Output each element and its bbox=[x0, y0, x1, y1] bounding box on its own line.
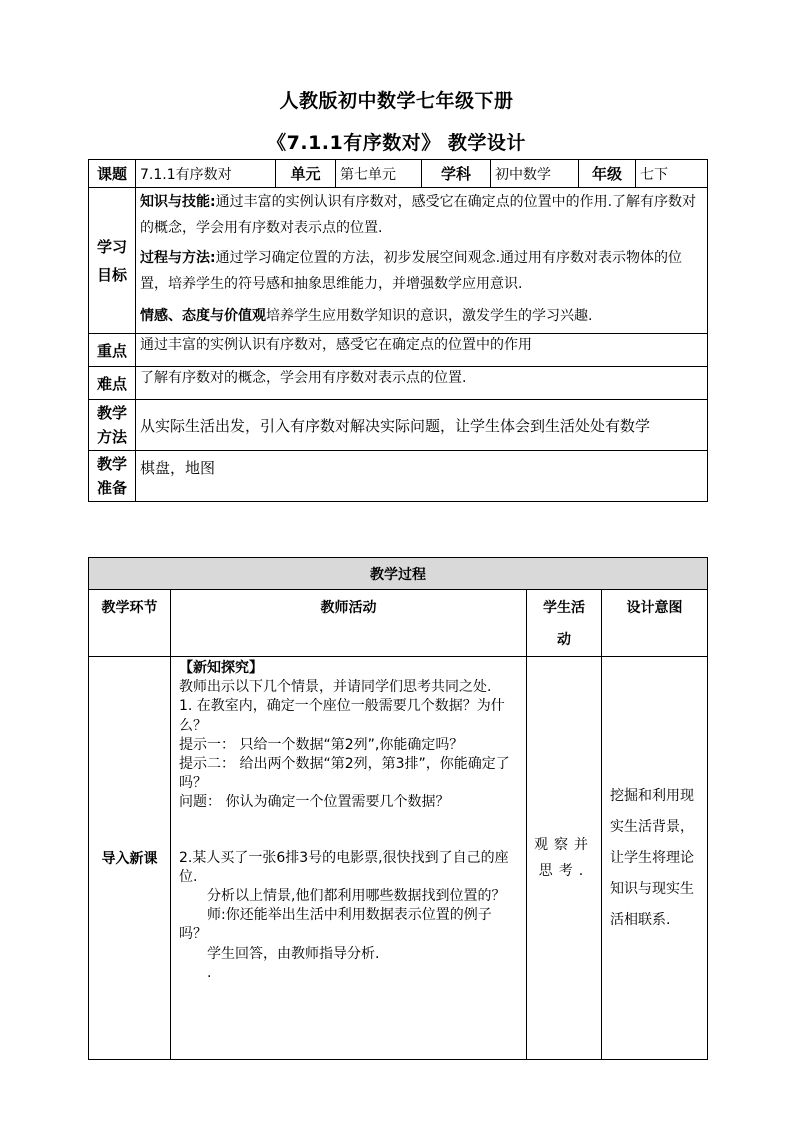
process-title-row bbox=[89, 558, 708, 590]
emotion-label: 情感、态度与价值观 bbox=[140, 308, 266, 324]
difficulty-label: 难点 bbox=[89, 367, 136, 400]
spacer bbox=[179, 813, 518, 849]
prep-value: 棋盘，地图 bbox=[136, 451, 708, 502]
teacher-line: 分析以上情景,他们都利用哪些数据找到位置的？ bbox=[179, 888, 506, 905]
process-text: 通过学习确定位置的方法，初步发展空间观念.通过用有序数对表示物体的位置，培养学生的符号感和抽象思维能力，并增强数学应用意识. bbox=[140, 250, 683, 292]
teacher-line: 2.某人买了一张6排3号的电影票,很快找到了自己的座位. bbox=[179, 849, 509, 885]
teaching-process-table bbox=[88, 557, 708, 1060]
teacher-line: 学生回答，由教师指导分析. bbox=[179, 945, 380, 962]
teacher-line: 【新知探究】 bbox=[179, 660, 263, 676]
document-title: 人教版初中数学七年级下册 bbox=[279, 90, 514, 112]
objectives-row bbox=[89, 188, 708, 334]
prep-label: 教学准备 bbox=[89, 451, 136, 502]
grade-value: 七下 bbox=[636, 160, 708, 188]
teacher-line: 提示二： 给出两个数据“第2列，第3排”，你能确定了吗？ bbox=[179, 756, 510, 792]
unit-value: 第七单元 bbox=[336, 160, 422, 188]
key-point-label: 重点 bbox=[89, 334, 136, 367]
teacher-line: 教师出示以下几个情景，并请同学们思考共同之处. bbox=[179, 679, 492, 696]
process-label: 过程与方法: bbox=[140, 250, 216, 266]
stage-value: 导入新课 bbox=[89, 657, 171, 1060]
teacher-line: 师:你还能举出生活中利用数据表示位置的例子吗？ bbox=[179, 907, 492, 943]
process-row bbox=[89, 657, 708, 1060]
key-point-row bbox=[89, 334, 708, 367]
objectives-content bbox=[136, 188, 708, 334]
emotion-text: 培养学生应用数学知识的意识，激发学生的学习兴趣. bbox=[266, 308, 593, 324]
teacher-line: 1. 在教室内，确定一个座位一般需要几个数据？为什么？ bbox=[179, 698, 505, 734]
topic-value: 7.1.1有序数对 bbox=[136, 160, 276, 188]
info-row bbox=[89, 160, 708, 188]
method-row bbox=[89, 400, 708, 451]
emotion-objective bbox=[140, 303, 703, 329]
knowledge-text: 通过丰富的实例认识有序数对，感受它在确定点的位置中的作用.了解有序数对的概念，学会用有序数对表示点的位置. bbox=[140, 194, 697, 236]
method-value: 从实际生活出发，引入有序数对解决实际问题，让学生体会到生活处处有数学 bbox=[136, 400, 708, 451]
header-student: 学生活动 bbox=[527, 590, 602, 657]
process-objective bbox=[140, 245, 703, 297]
subject-value: 初中数学 bbox=[491, 160, 579, 188]
grade-label: 年级 bbox=[579, 160, 636, 188]
teacher-activity bbox=[171, 657, 527, 1060]
difficulty-row bbox=[89, 367, 708, 400]
lesson-info-table bbox=[88, 159, 708, 502]
teacher-line: 提示一： 只给一个数据“第2列”,你能确定吗？ bbox=[179, 736, 464, 753]
design-intent: 挖掘和利用现实生活背景，让学生将理论知识与现实生活相联系. bbox=[602, 657, 708, 1060]
teacher-line: . bbox=[179, 964, 212, 981]
subject-label: 学科 bbox=[422, 160, 491, 188]
header-teacher: 教师活动 bbox=[171, 590, 527, 657]
document-subtitle: 《7.1.1有序数对》 教学设计 bbox=[267, 132, 526, 154]
key-point-value: 通过丰富的实例认识有序数对，感受它在确定点的位置中的作用 bbox=[136, 334, 708, 367]
student-activity: 观察并思考. bbox=[527, 657, 602, 1060]
knowledge-objective bbox=[140, 189, 703, 241]
header-intent: 设计意图 bbox=[602, 590, 708, 657]
process-header-row bbox=[89, 590, 708, 657]
unit-label: 单元 bbox=[276, 160, 336, 188]
topic-label: 课题 bbox=[89, 160, 136, 188]
knowledge-label: 知识与技能: bbox=[140, 194, 216, 210]
process-title: 教学过程 bbox=[89, 558, 708, 590]
teacher-line: 问题： 你认为确定一个位置需要几个数据？ bbox=[179, 794, 450, 811]
objectives-label: 学习目标 bbox=[89, 188, 136, 334]
method-label: 教学方法 bbox=[89, 400, 136, 451]
header-stage: 教学环节 bbox=[89, 590, 171, 657]
difficulty-value: 了解有序数对的概念，学会用有序数对表示点的位置. bbox=[136, 367, 708, 400]
prep-row bbox=[89, 451, 708, 502]
